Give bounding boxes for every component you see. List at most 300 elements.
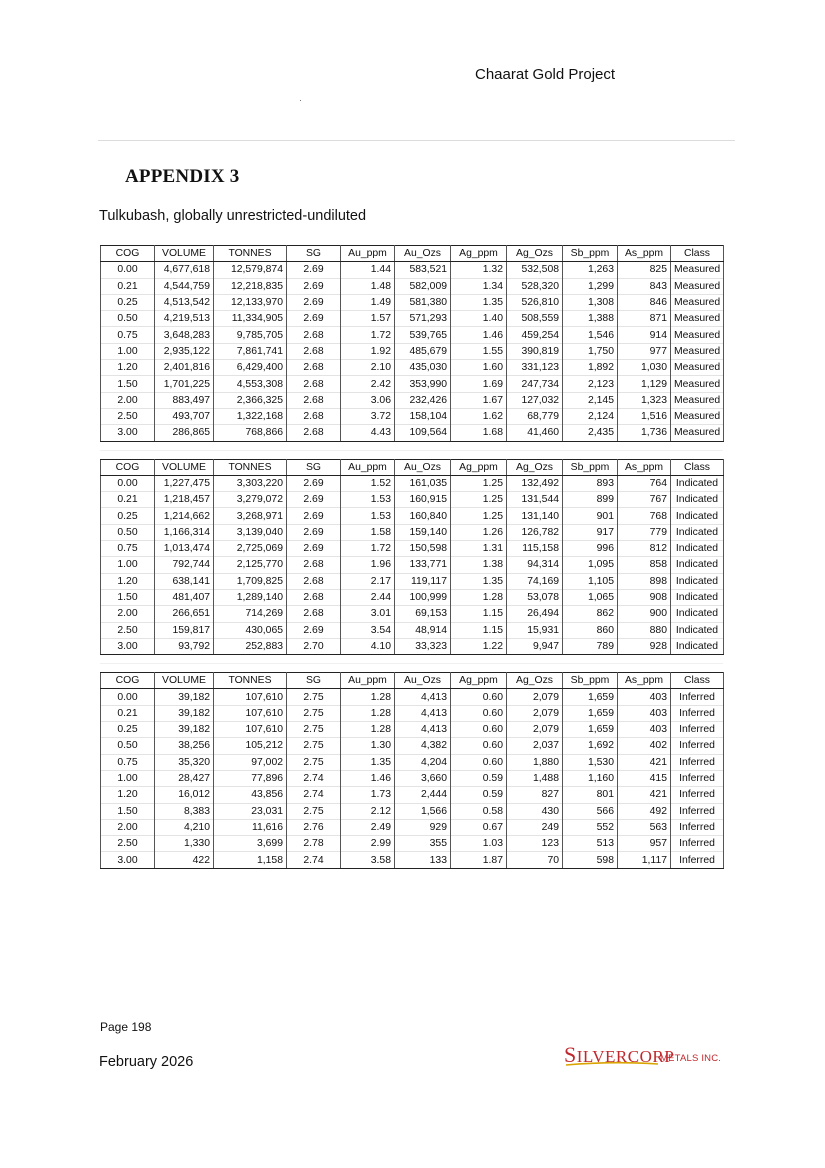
table-cell: 93,792 xyxy=(155,638,214,654)
table-cell: 23,031 xyxy=(214,803,287,819)
table-cell: 3.06 xyxy=(341,392,395,408)
table-cell: 107,610 xyxy=(214,705,287,721)
table-cell: 2,145 xyxy=(563,392,618,408)
table-cell: 1.72 xyxy=(341,327,395,343)
table-cell: 563 xyxy=(618,819,671,835)
table-cell: 779 xyxy=(618,524,671,540)
table-cell: 1,750 xyxy=(563,343,618,359)
table-cell: 1,105 xyxy=(563,573,618,589)
table-cell: 1,701,225 xyxy=(155,376,214,392)
table-cell: 582,009 xyxy=(395,278,451,294)
appendix-title: APPENDIX 3 xyxy=(125,166,240,187)
column-header: Au_ppm xyxy=(341,459,395,475)
column-header: TONNES xyxy=(214,673,287,689)
table-cell: 1.15 xyxy=(451,606,507,622)
table-cell: 2.70 xyxy=(287,638,341,654)
table-cell: 827 xyxy=(507,787,563,803)
table-cell: 1,214,662 xyxy=(155,508,214,524)
table-cell: 860 xyxy=(563,622,618,638)
table-cell: Measured xyxy=(671,360,724,376)
table-cell: 97,002 xyxy=(214,754,287,770)
table-cell: 1.35 xyxy=(451,573,507,589)
table-cell: 3,699 xyxy=(214,836,287,852)
table-cell: 2.49 xyxy=(341,819,395,835)
table-header-row xyxy=(101,459,724,475)
table-cell: 390,819 xyxy=(507,343,563,359)
table-cell: 1,166,314 xyxy=(155,524,214,540)
table-cell: 2.69 xyxy=(287,492,341,508)
table-cell: 4.10 xyxy=(341,638,395,654)
table-cell: Inferred xyxy=(671,787,724,803)
table-cell: 901 xyxy=(563,508,618,524)
table-row xyxy=(101,803,724,819)
table-row xyxy=(101,425,724,441)
table-cell: 435,030 xyxy=(395,360,451,376)
table-cell: 2,401,816 xyxy=(155,360,214,376)
table-row xyxy=(101,278,724,294)
table-row xyxy=(101,311,724,327)
table-cell: 150,598 xyxy=(395,541,451,557)
table-subtitle: Tulkubash, globally unrestricted-undiluted xyxy=(99,208,367,224)
table-cell: 1.87 xyxy=(451,852,507,868)
table-cell: 0.60 xyxy=(451,722,507,738)
table-cell: 0.00 xyxy=(101,689,155,705)
table-cell: 2.68 xyxy=(287,408,341,424)
table-cell: 2.68 xyxy=(287,343,341,359)
table-row xyxy=(101,392,724,408)
table-cell: 581,380 xyxy=(395,294,451,310)
table-cell: 0.60 xyxy=(451,738,507,754)
table-cell: 0.25 xyxy=(101,508,155,524)
table-cell: 1,289,140 xyxy=(214,589,287,605)
table-cell: Indicated xyxy=(671,557,724,573)
table-cell: 12,133,970 xyxy=(214,294,287,310)
table-row xyxy=(101,294,724,310)
table-cell: 2.50 xyxy=(101,408,155,424)
header-rule xyxy=(98,140,735,141)
logo-subtext: METALS INC. xyxy=(660,1053,722,1064)
table-cell: 526,810 xyxy=(507,294,563,310)
column-header: TONNES xyxy=(214,246,287,262)
table-cell: Measured xyxy=(671,408,724,424)
column-header: Au_ppm xyxy=(341,673,395,689)
column-header: Ag_Ozs xyxy=(507,459,563,475)
table-cell: 9,947 xyxy=(507,638,563,654)
table-cell: 1,488 xyxy=(507,770,563,786)
table-row xyxy=(101,327,724,343)
table-cell: 2.76 xyxy=(287,819,341,835)
table-cell: 2.00 xyxy=(101,392,155,408)
table-cell: 126,782 xyxy=(507,524,563,540)
table-gap xyxy=(100,655,723,672)
column-header: VOLUME xyxy=(155,673,214,689)
table-row xyxy=(101,376,724,392)
page-number: Page 198 xyxy=(100,1020,152,1034)
table-cell: 4,513,542 xyxy=(155,294,214,310)
table-cell: 914 xyxy=(618,327,671,343)
table-cell: 1.31 xyxy=(451,541,507,557)
logo-wordmark-rest: ILVERCORP xyxy=(576,1047,675,1066)
table-cell: 1.38 xyxy=(451,557,507,573)
table-cell: 1.55 xyxy=(451,343,507,359)
table-cell: 767 xyxy=(618,492,671,508)
table-cell: 1.35 xyxy=(451,294,507,310)
table-cell: 2,366,325 xyxy=(214,392,287,408)
table-cell: 70 xyxy=(507,852,563,868)
table-cell: 2.68 xyxy=(287,589,341,605)
table-cell: 7,861,741 xyxy=(214,343,287,359)
column-header: Au_Ozs xyxy=(395,673,451,689)
table-header-row xyxy=(101,673,724,689)
table-cell: 0.50 xyxy=(101,524,155,540)
table-row xyxy=(101,722,724,738)
table-cell: 1.67 xyxy=(451,392,507,408)
table-row xyxy=(101,705,724,721)
table-cell: 1,530 xyxy=(563,754,618,770)
column-header: Ag_Ozs xyxy=(507,246,563,262)
table-cell: 1,692 xyxy=(563,738,618,754)
table-cell: Measured xyxy=(671,425,724,441)
table-cell: 249 xyxy=(507,819,563,835)
table-cell: 4,544,759 xyxy=(155,278,214,294)
table-cell: 2.68 xyxy=(287,376,341,392)
table-cell: 4.43 xyxy=(341,425,395,441)
table-cell: 11,616 xyxy=(214,819,287,835)
table-cell: 1.50 xyxy=(101,803,155,819)
table-cell: 485,679 xyxy=(395,343,451,359)
table-cell: 528,320 xyxy=(507,278,563,294)
column-header: SG xyxy=(287,673,341,689)
table-cell: 1,880 xyxy=(507,754,563,770)
table-cell: 598 xyxy=(563,852,618,868)
table-cell: 552 xyxy=(563,819,618,835)
table-cell: 3,303,220 xyxy=(214,475,287,491)
table-cell: 131,544 xyxy=(507,492,563,508)
column-header: Sb_ppm xyxy=(563,459,618,475)
table-cell: 252,883 xyxy=(214,638,287,654)
table-cell: 1.28 xyxy=(341,705,395,721)
table-row xyxy=(101,738,724,754)
column-header: SG xyxy=(287,246,341,262)
table-cell: 1.58 xyxy=(341,524,395,540)
table-cell: 1.15 xyxy=(451,622,507,638)
column-header: TONNES xyxy=(214,459,287,475)
table-cell: 3.00 xyxy=(101,425,155,441)
table-cell: 1,158 xyxy=(214,852,287,868)
table-row xyxy=(101,262,724,278)
table-row xyxy=(101,606,724,622)
table-cell: 74,169 xyxy=(507,573,563,589)
table-cell: 2.42 xyxy=(341,376,395,392)
table-cell: 1.72 xyxy=(341,541,395,557)
table-cell: 2.50 xyxy=(101,622,155,638)
table-cell: Measured xyxy=(671,311,724,327)
table-cell: 1.28 xyxy=(451,589,507,605)
table-cell: 4,210 xyxy=(155,819,214,835)
table-cell: Inferred xyxy=(671,722,724,738)
table-cell: 2.68 xyxy=(287,392,341,408)
column-header: Class xyxy=(671,673,724,689)
table-cell: Measured xyxy=(671,294,724,310)
table-cell: 532,508 xyxy=(507,262,563,278)
table-cell: 115,158 xyxy=(507,541,563,557)
silvercorp-logo xyxy=(564,1042,724,1066)
table-cell: 421 xyxy=(618,754,671,770)
table-cell: 0.59 xyxy=(451,787,507,803)
table-cell: Inferred xyxy=(671,689,724,705)
table-row xyxy=(101,622,724,638)
table-row xyxy=(101,508,724,524)
table-cell: 403 xyxy=(618,705,671,721)
table-cell: 1.92 xyxy=(341,343,395,359)
table-cell: 4,553,308 xyxy=(214,376,287,392)
table-cell: Measured xyxy=(671,327,724,343)
table-cell: 1,659 xyxy=(563,689,618,705)
column-header: Class xyxy=(671,246,724,262)
table-cell: Inferred xyxy=(671,705,724,721)
table-cell: 513 xyxy=(563,836,618,852)
table-row xyxy=(101,689,724,705)
table-cell: 247,734 xyxy=(507,376,563,392)
column-header: COG xyxy=(101,673,155,689)
table-cell: 2.99 xyxy=(341,836,395,852)
table-cell: 3.72 xyxy=(341,408,395,424)
table-row xyxy=(101,638,724,654)
table-cell: 0.67 xyxy=(451,819,507,835)
table-cell: 430,065 xyxy=(214,622,287,638)
table-cell: 48,914 xyxy=(395,622,451,638)
table-cell: 2.74 xyxy=(287,787,341,803)
table-cell: 6,429,400 xyxy=(214,360,287,376)
table-cell: 1.00 xyxy=(101,770,155,786)
column-header: Class xyxy=(671,459,724,475)
column-header: COG xyxy=(101,246,155,262)
table-cell: 893 xyxy=(563,475,618,491)
table-cell: Measured xyxy=(671,343,724,359)
table-cell: 2.69 xyxy=(287,294,341,310)
table-cell: 2,125,770 xyxy=(214,557,287,573)
table-cell: 900 xyxy=(618,606,671,622)
table-cell: 0.60 xyxy=(451,754,507,770)
table-cell: 1,330 xyxy=(155,836,214,852)
table-cell: 69,153 xyxy=(395,606,451,622)
table-cell: 1,659 xyxy=(563,722,618,738)
table-cell: 403 xyxy=(618,689,671,705)
table-cell: 583,521 xyxy=(395,262,451,278)
table-cell: 0.50 xyxy=(101,311,155,327)
table-cell: 1,299 xyxy=(563,278,618,294)
table-cell: Inferred xyxy=(671,754,724,770)
table-cell: 39,182 xyxy=(155,722,214,738)
table-cell: 1,160 xyxy=(563,770,618,786)
table-cell: 2.75 xyxy=(287,722,341,738)
table-cell: 880 xyxy=(618,622,671,638)
table-cell: 3.54 xyxy=(341,622,395,638)
table-cell: 0.60 xyxy=(451,705,507,721)
table-cell: 1.73 xyxy=(341,787,395,803)
table-cell: 2.69 xyxy=(287,311,341,327)
table-cell: 100,999 xyxy=(395,589,451,605)
table-cell: 1.57 xyxy=(341,311,395,327)
table-cell: 1,013,474 xyxy=(155,541,214,557)
table-row xyxy=(101,343,724,359)
table-cell: Measured xyxy=(671,376,724,392)
table-cell: 127,032 xyxy=(507,392,563,408)
table-cell: 1.96 xyxy=(341,557,395,573)
table-cell: 39,182 xyxy=(155,705,214,721)
table-cell: 2.75 xyxy=(287,803,341,819)
table-cell: 1.26 xyxy=(451,524,507,540)
table-cell: 0.21 xyxy=(101,705,155,721)
table-row xyxy=(101,408,724,424)
column-header: COG xyxy=(101,459,155,475)
table-cell: 0.59 xyxy=(451,770,507,786)
table-cell: 0.00 xyxy=(101,262,155,278)
table-cell: 493,707 xyxy=(155,408,214,424)
column-header: VOLUME xyxy=(155,246,214,262)
table-cell: 1.69 xyxy=(451,376,507,392)
table-cell: 8,383 xyxy=(155,803,214,819)
table-cell: 1,129 xyxy=(618,376,671,392)
table-cell: 1,659 xyxy=(563,705,618,721)
table-cell: 899 xyxy=(563,492,618,508)
table-row xyxy=(101,360,724,376)
column-header: VOLUME xyxy=(155,459,214,475)
table-cell: 3.00 xyxy=(101,852,155,868)
table-cell: 3,279,072 xyxy=(214,492,287,508)
table-cell: 1.52 xyxy=(341,475,395,491)
table-cell: 68,779 xyxy=(507,408,563,424)
table-row xyxy=(101,770,724,786)
table-cell: 132,492 xyxy=(507,475,563,491)
table-cell: 2.69 xyxy=(287,475,341,491)
column-header: Sb_ppm xyxy=(563,246,618,262)
column-header: SG xyxy=(287,459,341,475)
table-cell: 2,935,122 xyxy=(155,343,214,359)
table-cell: 1.44 xyxy=(341,262,395,278)
table-cell: 0.25 xyxy=(101,722,155,738)
table-cell: 2,079 xyxy=(507,689,563,705)
table-cell: Inferred xyxy=(671,770,724,786)
table-cell: 1.00 xyxy=(101,557,155,573)
table-row xyxy=(101,787,724,803)
table-cell: 3.58 xyxy=(341,852,395,868)
table-row xyxy=(101,475,724,491)
table-cell: 3,660 xyxy=(395,770,451,786)
column-header: Au_Ozs xyxy=(395,246,451,262)
table-cell: 3.00 xyxy=(101,638,155,654)
table-cell: 331,123 xyxy=(507,360,563,376)
table-cell: 0.21 xyxy=(101,278,155,294)
table-cell: 94,314 xyxy=(507,557,563,573)
table-cell: 39,182 xyxy=(155,689,214,705)
table-cell: 539,765 xyxy=(395,327,451,343)
table-row xyxy=(101,573,724,589)
table-cell: 109,564 xyxy=(395,425,451,441)
table-cell: 2.75 xyxy=(287,738,341,754)
column-header: Au_Ozs xyxy=(395,459,451,475)
table-cell: 0.75 xyxy=(101,541,155,557)
column-header: As_ppm xyxy=(618,459,671,475)
table-cell: 12,579,874 xyxy=(214,262,287,278)
table-cell: 2.12 xyxy=(341,803,395,819)
table-cell: 2.68 xyxy=(287,327,341,343)
table-cell: 2.10 xyxy=(341,360,395,376)
table-cell: 41,460 xyxy=(507,425,563,441)
table-cell: 4,413 xyxy=(395,689,451,705)
table-cell: Inferred xyxy=(671,803,724,819)
table-cell: 266,651 xyxy=(155,606,214,622)
table-cell: 107,610 xyxy=(214,689,287,705)
table-cell: 638,141 xyxy=(155,573,214,589)
report-date: February 2026 xyxy=(99,1054,194,1070)
table-cell: Indicated xyxy=(671,492,724,508)
resource-table xyxy=(100,459,724,656)
logo-initial: S xyxy=(564,1042,577,1067)
table-cell: 0.75 xyxy=(101,754,155,770)
table-cell: 1.68 xyxy=(451,425,507,441)
table-row xyxy=(101,836,724,852)
table-cell: 28,427 xyxy=(155,770,214,786)
table-cell: 1,516 xyxy=(618,408,671,424)
table-cell: 161,035 xyxy=(395,475,451,491)
table-cell: 415 xyxy=(618,770,671,786)
column-header: As_ppm xyxy=(618,246,671,262)
table-cell: 38,256 xyxy=(155,738,214,754)
table-cell: 158,104 xyxy=(395,408,451,424)
table-cell: 789 xyxy=(563,638,618,654)
table-cell: 2.69 xyxy=(287,541,341,557)
table-cell: 1,322,168 xyxy=(214,408,287,424)
table-cell: 1.46 xyxy=(341,770,395,786)
table-cell: 4,204 xyxy=(395,754,451,770)
table-cell: 1.62 xyxy=(451,408,507,424)
table-cell: 0.60 xyxy=(451,689,507,705)
table-cell: 2,124 xyxy=(563,408,618,424)
table-cell: 1.20 xyxy=(101,573,155,589)
header-title: Chaarat Gold Project xyxy=(475,66,616,83)
table-cell: 2.68 xyxy=(287,573,341,589)
table-cell: 0.58 xyxy=(451,803,507,819)
table-cell: 2,725,069 xyxy=(214,541,287,557)
table-cell: 858 xyxy=(618,557,671,573)
table-cell: 4,382 xyxy=(395,738,451,754)
table-cell: 846 xyxy=(618,294,671,310)
table-cell: 1.25 xyxy=(451,508,507,524)
table-cell: 768,866 xyxy=(214,425,287,441)
table-row xyxy=(101,852,724,868)
table-cell: 9,785,705 xyxy=(214,327,287,343)
table-cell: 16,012 xyxy=(155,787,214,803)
table-cell: 1,709,825 xyxy=(214,573,287,589)
table-cell: 2.69 xyxy=(287,262,341,278)
table-cell: 2,123 xyxy=(563,376,618,392)
table-row xyxy=(101,524,724,540)
table-cell: Indicated xyxy=(671,541,724,557)
table-cell: Indicated xyxy=(671,524,724,540)
table-cell: 843 xyxy=(618,278,671,294)
table-cell: 2,079 xyxy=(507,705,563,721)
table-cell: 1.25 xyxy=(451,492,507,508)
table-cell: 1.30 xyxy=(341,738,395,754)
table-cell: 1.46 xyxy=(451,327,507,343)
table-cell: 764 xyxy=(618,475,671,491)
table-cell: Measured xyxy=(671,392,724,408)
table-cell: Indicated xyxy=(671,475,724,491)
table-cell: 2.00 xyxy=(101,819,155,835)
table-cell: 1,227,475 xyxy=(155,475,214,491)
table-cell: 402 xyxy=(618,738,671,754)
